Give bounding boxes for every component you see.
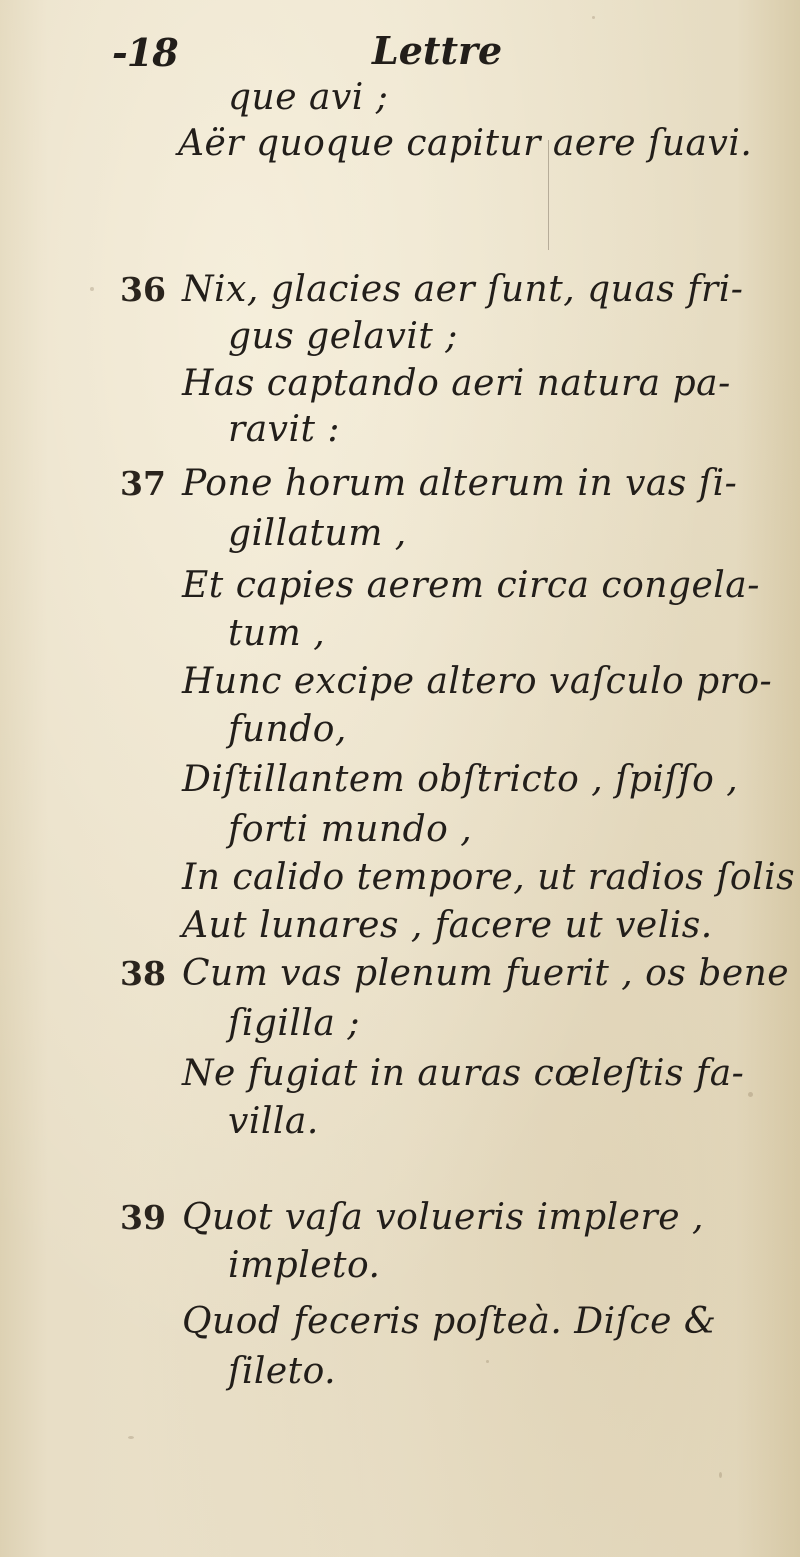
text-line: Has captando aeri natura pa- <box>182 363 731 404</box>
text-line: Hunc excipe altero vaſculo pro- <box>182 661 773 702</box>
text-line: gillatum , <box>228 513 407 554</box>
paper-speck <box>592 16 595 19</box>
text-line: Et capies aerem circa congela- <box>182 565 760 606</box>
page-header <box>0 22 800 82</box>
text-line: villa. <box>228 1101 319 1142</box>
text-line: ſigilla ; <box>228 1003 360 1044</box>
verse-number: 37 <box>120 464 166 503</box>
text-line: Diſtillantem obſtricto , ſpiſſo , <box>182 759 739 800</box>
text-line: que avi ; <box>228 77 389 118</box>
paper-speck <box>128 1436 134 1439</box>
text-line: forti mundo , <box>228 809 473 850</box>
paper-speck <box>719 1472 722 1478</box>
paper-speck <box>486 1360 489 1363</box>
text-line: Ne fugiat in auras cœleſtis fa- <box>182 1053 745 1094</box>
text-line: Nix, glacies aer ſunt, quas fri- <box>182 269 744 310</box>
text-line: Cum vas plenum fuerit , os bene <box>182 953 790 994</box>
text-line: ravit : <box>228 409 341 450</box>
text-line: tum , <box>228 613 326 654</box>
text-line: Aër quoque capitur aere ſuavi. <box>178 123 753 164</box>
running-head: Lettre <box>372 28 503 73</box>
text-line: Quot vaſa volueris implere , <box>182 1197 704 1238</box>
text-line: ſileto. <box>228 1351 337 1392</box>
verse-number: 39 <box>120 1198 166 1237</box>
text-line: gus gelavit ; <box>228 316 458 357</box>
text-line: Pone horum alterum in vas ſi- <box>182 463 738 504</box>
page-number: -18 <box>112 30 178 75</box>
text-line: In calido tempore, ut radios ſolis <box>182 857 796 898</box>
paper-speck <box>748 1092 753 1097</box>
verse-number: 38 <box>120 954 166 993</box>
text-line: Aut lunares , facere ut velis. <box>182 905 713 946</box>
paper-speck <box>90 287 94 291</box>
text-line: Quod feceris poſteà. Diſce & <box>182 1301 717 1342</box>
text-line: impleto. <box>228 1245 381 1286</box>
text-line: fundo, <box>228 709 347 750</box>
verse-number: 36 <box>120 270 166 309</box>
